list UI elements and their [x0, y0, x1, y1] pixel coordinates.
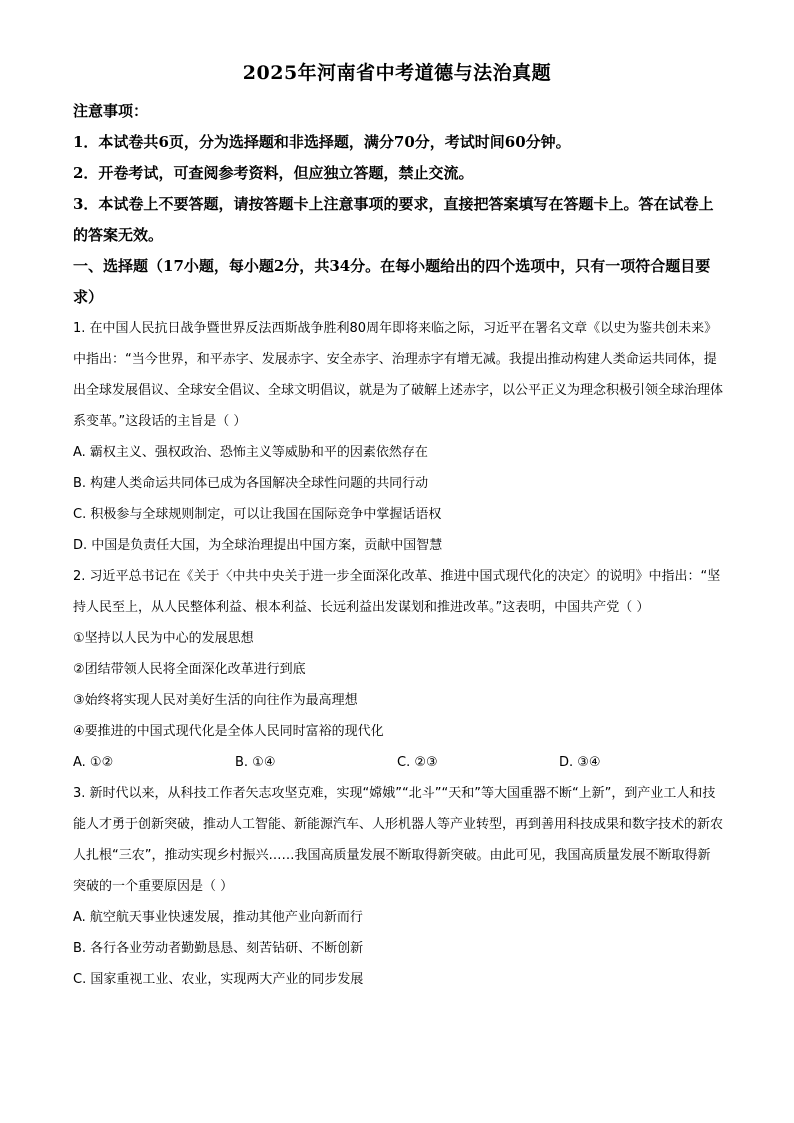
- option-a: A. 霸权主义、强权政治、恐怖主义等威胁和平的因素依然存在: [73, 445, 428, 460]
- question-stem: 2. 习近平总书记在《关于〈中共中央关于进一步全面深化改革、推进中国式现代化的决定〉的说明》中指出：“坚持人民至上，从人民整体利益、根本利益、长远利益出发谋划和推进改革。”这表明，中国共产党（ ）: [73, 569, 721, 615]
- option-c: C. ②③: [397, 755, 438, 770]
- option-c: C. 积极参与全球规则制定，可以让我国在国际竞争中掌握话语权: [73, 507, 442, 522]
- option-a: A. ①②: [73, 755, 114, 770]
- page-title: 2025年河南省中考道德与法治真题: [242, 62, 552, 84]
- notice-item: 2．开卷考试，可查阅参考资料，但应独立答题，禁止交流。: [73, 164, 474, 182]
- statement-3: ③始终将实现人民对美好生活的向往作为最高理想: [73, 693, 358, 708]
- statement-4: ④要推进的中国式现代化是全体人民同时富裕的现代化: [73, 724, 384, 739]
- notice-heading: 注意事项：: [73, 102, 149, 120]
- option-d: D. 中国是负责任大国，为全球治理提出中国方案，贡献中国智慧: [73, 538, 443, 553]
- question-3: [73, 778, 723, 995]
- option-d: D. ③④: [559, 755, 601, 770]
- option-a: A. 航空航天事业快速发展，推动其他产业向新而行: [73, 910, 363, 925]
- question-1: [73, 313, 723, 561]
- question-2: [73, 561, 723, 778]
- exam-content: [73, 96, 723, 995]
- option-b: B. ①④: [235, 755, 276, 770]
- notice-item: 3．本试卷上不要答题，请按答题卡上注意事项的要求，直接把答案填写在答题卡上。答在试卷上的答案无效。: [73, 195, 714, 244]
- section-heading: 一、选择题（17小题，每小题2分，共34分。在每小题给出的四个选项中，只有一项符合题目要求）: [73, 257, 711, 306]
- option-b: B. 各行各业劳动者勤勤恳恳、刻苦钻研、不断创新: [73, 941, 364, 956]
- option-b: B. 构建人类命运共同体已成为各国解决全球性问题的共同行动: [73, 476, 429, 491]
- statement-2: ②团结带领人民将全面深化改革进行到底: [73, 662, 306, 677]
- options-row: [73, 747, 723, 778]
- option-c: C. 国家重视工业、农业，实现两大产业的同步发展: [73, 972, 364, 987]
- question-stem: 3. 新时代以来，从科技工作者矢志攻坚克难，实现“嫦娥”“北斗”“天和”等大国重器不断“上新”，到产业工人和技能人才勇于创新突破，推动人工智能、新能源汽车、人形机器人等产业转型，再到善用科技成果和数字技术的新农人扎根“三农”，推动实现乡村振兴……我国高质量发展不断取得新突破。由此可见，我国高质量发展不断取得新突破的一个重要原因是（ ）: [73, 786, 724, 894]
- notice-item: 1．本试卷共6页，分为选择题和非选择题，满分70分，考试时间60分钟。: [73, 133, 571, 151]
- statement-1: ①坚持以人民为中心的发展思想: [73, 631, 254, 646]
- question-stem: 1. 在中国人民抗日战争暨世界反法西斯战争胜利80周年即将来临之际，习近平在署名文章《以史为鉴共创未来》中指出：“当今世界，和平赤字、发展赤字、安全赤字、治理赤字有增无减。我提出推动构建人类命运共同体，提出全球发展倡议、全球安全倡议、全球文明倡议，就是为了破解上述赤字，以公平正义为理念积极引领全球治理体系变革。”这段话的主旨是（ ）: [73, 321, 724, 429]
